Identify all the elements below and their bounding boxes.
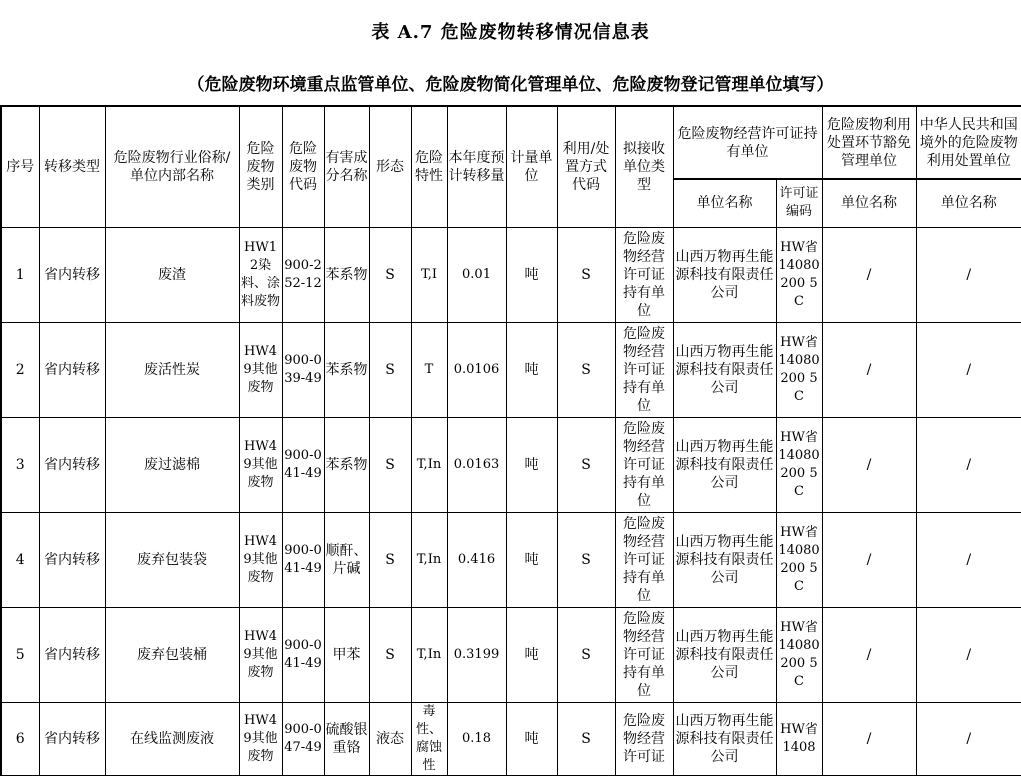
- cell-hazard: T,In: [411, 607, 447, 702]
- cell-hazard: T,In: [411, 512, 447, 607]
- cell-transfer-type: 省内转移: [39, 417, 105, 512]
- cell-receiver-type: 危险废物经营许可证持有单位: [615, 417, 673, 512]
- cell-exempt: /: [822, 417, 916, 512]
- table-row: [1, 512, 1021, 607]
- cell-category: HW49其他废物: [239, 702, 282, 775]
- header-unit: 计量单位: [506, 106, 557, 227]
- cell-code: 900-252-12: [282, 227, 324, 322]
- cell-transfer-type: 省内转移: [39, 607, 105, 702]
- cell-form: 液态: [369, 702, 411, 775]
- cell-unit: 吨: [506, 607, 557, 702]
- cell-amount: 0.3199: [447, 607, 506, 702]
- cell-form: S: [369, 607, 411, 702]
- cell-seq: 6: [1, 702, 39, 775]
- cell-form: S: [369, 227, 411, 322]
- cell-exempt: /: [822, 702, 916, 775]
- cell-category: HW49其他废物: [239, 322, 282, 417]
- table-row: [1, 607, 1021, 702]
- cell-unit: 吨: [506, 227, 557, 322]
- header-hazard: 危险特性: [411, 106, 447, 227]
- cell-seq: 5: [1, 607, 39, 702]
- cell-harmful: 硫酸银重铬: [324, 702, 369, 775]
- cell-seq: 3: [1, 417, 39, 512]
- table-row: [1, 702, 1021, 775]
- cell-waste-name: 在线监测废液: [105, 702, 239, 775]
- cell-waste-name: 废过滤棉: [105, 417, 239, 512]
- cell-license-no: HW省14080200 5C: [776, 607, 822, 702]
- cell-method: S: [557, 322, 615, 417]
- cell-receiver-type: 危险废物经营许可证持有单位: [615, 512, 673, 607]
- header-transfer-type: 转移类型: [39, 106, 105, 227]
- cell-category: HW12染料、涂料废物: [239, 227, 282, 322]
- cell-method: S: [557, 512, 615, 607]
- cell-exempt: /: [822, 512, 916, 607]
- cell-abroad: /: [916, 417, 1021, 512]
- cell-harmful: 甲苯: [324, 607, 369, 702]
- cell-exempt: /: [822, 322, 916, 417]
- cell-unit-name: 山西万物再生能源科技有限责任公司: [673, 607, 776, 702]
- header-exempt-unit-name: 单位名称: [822, 179, 916, 227]
- cell-license-no: HW省1408: [776, 702, 822, 775]
- page-subtitle: （危险废物环境重点监管单位、危险废物简化管理单位、危险废物登记管理单位填写）: [187, 75, 834, 95]
- cell-hazard: 毒性、腐蚀性: [411, 702, 447, 775]
- cell-transfer-type: 省内转移: [39, 227, 105, 322]
- cell-receiver-type: 危险废物经营许可证持有单位: [615, 322, 673, 417]
- header-category: 危险废物类别: [239, 106, 282, 227]
- cell-transfer-type: 省内转移: [39, 322, 105, 417]
- header-license-no: 许可证编码: [776, 179, 822, 227]
- cell-harmful: 苯系物: [324, 227, 369, 322]
- cell-transfer-type: 省内转移: [39, 702, 105, 775]
- header-row-1: [1, 106, 1021, 179]
- cell-code: 900-041-49: [282, 512, 324, 607]
- cell-hazard: T,In: [411, 417, 447, 512]
- cell-amount: 0.0163: [447, 417, 506, 512]
- cell-amount: 0.18: [447, 702, 506, 775]
- cell-license-no: HW省14080200 5C: [776, 417, 822, 512]
- cell-transfer-type: 省内转移: [39, 512, 105, 607]
- cell-abroad: /: [916, 607, 1021, 702]
- header-licensee: 危险废物经营许可证持有单位: [673, 106, 822, 179]
- cell-unit: 吨: [506, 702, 557, 775]
- table-row: [1, 227, 1021, 322]
- header-harmful: 有害成分名称: [324, 106, 369, 227]
- cell-unit: 吨: [506, 322, 557, 417]
- table-row: [1, 322, 1021, 417]
- cell-receiver-type: 危险废物经营许可证持有单位: [615, 227, 673, 322]
- cell-seq: 2: [1, 322, 39, 417]
- cell-license-no: HW省14080200 5C: [776, 512, 822, 607]
- cell-waste-name: 废活性炭: [105, 322, 239, 417]
- page-title: 表 A.7 危险废物转移情况信息表: [371, 22, 650, 43]
- cell-waste-name: 废渣: [105, 227, 239, 322]
- cell-exempt: /: [822, 227, 916, 322]
- cell-abroad: /: [916, 322, 1021, 417]
- header-amount: 本年度预计转移量: [447, 106, 506, 227]
- header-method: 利用/处置方式代码: [557, 106, 615, 227]
- header-exempt: 危险废物利用处置环节豁免管理单位: [822, 106, 916, 179]
- cell-form: S: [369, 322, 411, 417]
- cell-amount: 0.416: [447, 512, 506, 607]
- cell-method: S: [557, 607, 615, 702]
- header-abroad-unit-name: 单位名称: [916, 179, 1021, 227]
- cell-harmful: 苯系物: [324, 417, 369, 512]
- cell-hazard: T: [411, 322, 447, 417]
- cell-code: 900-041-49: [282, 417, 324, 512]
- hazardous-waste-transfer-table: [0, 105, 1021, 776]
- cell-form: S: [369, 417, 411, 512]
- cell-unit-name: 山西万物再生能源科技有限责任公司: [673, 322, 776, 417]
- cell-receiver-type: 危险废物经营许可证持有单位: [615, 607, 673, 702]
- cell-unit: 吨: [506, 417, 557, 512]
- cell-seq: 4: [1, 512, 39, 607]
- header-form: 形态: [369, 106, 411, 227]
- cell-category: HW49其他废物: [239, 607, 282, 702]
- cell-category: HW49其他废物: [239, 512, 282, 607]
- header-abroad: 中华人民共和国境外的危险废物利用处置单位: [916, 106, 1021, 179]
- cell-amount: 0.01: [447, 227, 506, 322]
- cell-code: 900-047-49: [282, 702, 324, 775]
- cell-code: 900-039-49: [282, 322, 324, 417]
- header-receiver-type: 拟接收单位类型: [615, 106, 673, 227]
- cell-seq: 1: [1, 227, 39, 322]
- cell-amount: 0.0106: [447, 322, 506, 417]
- cell-receiver-type: 危险废物经营许可证: [615, 702, 673, 775]
- cell-unit-name: 山西万物再生能源科技有限责任公司: [673, 227, 776, 322]
- cell-license-no: HW省14080200 5C: [776, 322, 822, 417]
- cell-method: S: [557, 702, 615, 775]
- cell-category: HW49其他废物: [239, 417, 282, 512]
- cell-method: S: [557, 227, 615, 322]
- cell-hazard: T,I: [411, 227, 447, 322]
- cell-unit-name: 山西万物再生能源科技有限责任公司: [673, 417, 776, 512]
- header-waste-name: 危险废物行业俗称/ 单位内部名称: [105, 106, 239, 227]
- cell-code: 900-041-49: [282, 607, 324, 702]
- cell-harmful: 苯系物: [324, 322, 369, 417]
- header-seq: 序号: [1, 106, 39, 227]
- cell-harmful: 顺酐、片碱: [324, 512, 369, 607]
- table-row: [1, 417, 1021, 512]
- cell-waste-name: 废弃包装桶: [105, 607, 239, 702]
- cell-exempt: /: [822, 607, 916, 702]
- cell-unit-name: 山西万物再生能源科技有限责任公司: [673, 512, 776, 607]
- cell-form: S: [369, 512, 411, 607]
- cell-abroad: /: [916, 512, 1021, 607]
- cell-abroad: /: [916, 227, 1021, 322]
- header-unit-name: 单位名称: [673, 179, 776, 227]
- cell-method: S: [557, 417, 615, 512]
- cell-abroad: /: [916, 702, 1021, 775]
- cell-unit-name: 山西万物再生能源科技有限责任公司: [673, 702, 776, 775]
- header-code: 危险废物代码: [282, 106, 324, 227]
- cell-waste-name: 废弃包装袋: [105, 512, 239, 607]
- cell-license-no: HW省14080200 5C: [776, 227, 822, 322]
- cell-unit: 吨: [506, 512, 557, 607]
